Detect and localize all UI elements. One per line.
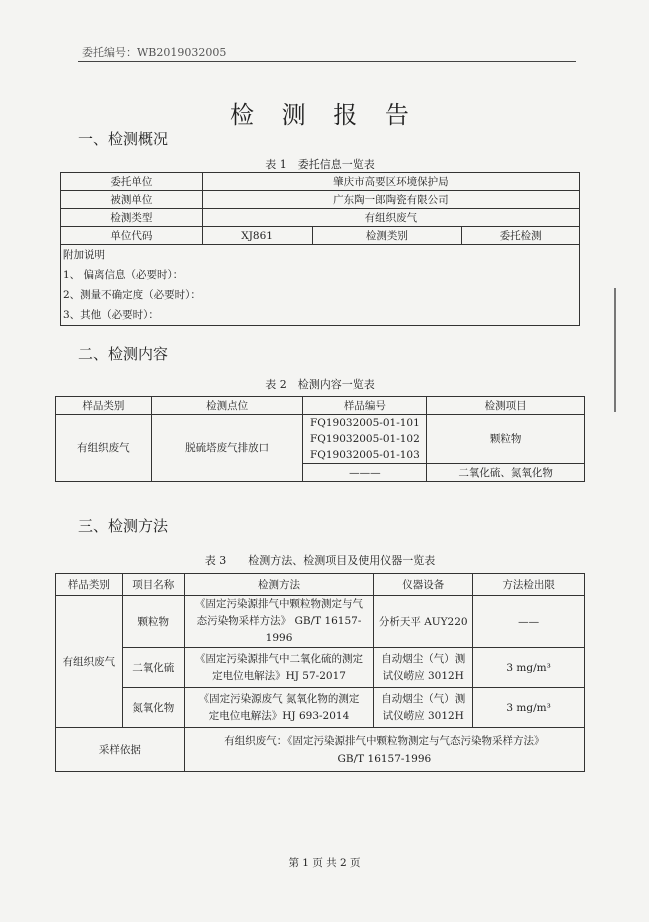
code-value: XJ861 — [202, 227, 312, 245]
header-cell: 检测项目 — [427, 397, 585, 415]
entrust-info-table — [60, 172, 580, 326]
table1-caption: 表 1 委托信息一览表 — [265, 158, 375, 171]
row-label: 委托单位 — [61, 173, 203, 191]
item-name: 二氧化硫 — [122, 648, 184, 688]
method-table — [55, 573, 585, 772]
seal-stamp — [614, 288, 638, 412]
code-label: 单位代码 — [61, 227, 203, 245]
sample-numbers — [303, 415, 427, 464]
device-cell — [374, 596, 473, 648]
sample-number: FQ19032005-01-103 — [309, 449, 420, 461]
type-value: 委托检测 — [462, 227, 580, 245]
test-item: 颗粒物 — [427, 415, 585, 464]
notes-title: 附加说明 — [63, 249, 105, 261]
note-deviation: 1、 偏离信息（必要时）： — [63, 269, 184, 281]
basis-cell — [184, 728, 584, 772]
basis-line: GB/T 16157-1996 — [337, 752, 432, 765]
notes-cell — [61, 245, 580, 326]
header-cell: 样品类别 — [56, 574, 123, 596]
blank-cell: ——— — [303, 464, 427, 482]
method-line: 《固定污染源排气中颗粒物测定与气 — [195, 598, 364, 610]
method-line: 定电位电解法》HJ 693-2014 — [208, 709, 350, 722]
limit-cell: 3 mg/m³ — [473, 688, 585, 728]
method-line: 《固定污染源废气 氮氧化物的测定 — [198, 692, 360, 705]
header-cell: 检测方法 — [184, 574, 374, 596]
sampling-point: 脱硫塔废气排放口 — [151, 415, 303, 482]
sample-number: FQ19032005-01-101 — [309, 417, 420, 429]
row-label: 被测单位 — [61, 191, 203, 209]
method-cell — [184, 648, 374, 688]
section-method-heading: 三、检测方法 — [78, 517, 169, 535]
sample-category: 有组织废气 — [56, 415, 152, 482]
header-divider — [78, 61, 576, 62]
content-table — [55, 396, 585, 482]
limit-cell: —— — [473, 596, 585, 648]
page-title: 检 测 报 告 — [230, 101, 419, 129]
note-other: 3、其他（必要时）： — [63, 309, 159, 321]
method-cell — [184, 688, 374, 728]
device-line: 分析天平 AUY220 — [378, 615, 468, 628]
row-value: 有组织废气 — [202, 209, 579, 227]
header-cell: 样品类别 — [56, 397, 152, 415]
table2-caption: 表 2 检测内容一览表 — [265, 378, 375, 391]
device-cell — [374, 648, 473, 688]
type-label: 检测类别 — [312, 227, 462, 245]
note-uncertainty: 2、测量不确定度（必要时）： — [63, 289, 201, 301]
row-label: 检测类型 — [61, 209, 203, 227]
method-line: 定电位电解法》HJ 57-2017 — [212, 669, 346, 682]
entrust-number: 委托编号：WB2019032005 — [82, 46, 227, 59]
method-line: 态污染物采样方法》 GB/T 16157-1996 — [196, 615, 362, 644]
header-cell: 样品编号 — [303, 397, 427, 415]
test-item: 二氧化硫、氮氧化物 — [427, 464, 585, 482]
basis-label: 采样依据 — [56, 728, 185, 772]
section-overview-heading: 一、检测概况 — [78, 130, 169, 148]
device-line: 试仪崂应 3012H — [382, 709, 464, 722]
device-cell — [374, 688, 473, 728]
item-name: 颗粒物 — [122, 596, 184, 648]
row-value: 肇庆市高要区环境保护局 — [202, 173, 579, 191]
device-line: 试仪崂应 3012H — [382, 669, 464, 682]
basis-line: 有组织废气：《固定污染源排气中颗粒物测定与气态污染物采样方法》 — [224, 734, 545, 747]
method-line: 《固定污染源排气中二氧化硫的测定 — [195, 652, 364, 665]
header-cell: 检测点位 — [151, 397, 303, 415]
method-cell — [184, 596, 374, 648]
page-number: 第 1 页 共 2 页 — [288, 857, 361, 869]
device-line: 自动烟尘（气）测 — [381, 652, 466, 665]
limit-cell: 3 mg/m³ — [473, 648, 585, 688]
sample-category: 有组织废气 — [56, 596, 123, 728]
section-content-heading: 二、检测内容 — [78, 345, 169, 363]
header-cell: 项目名称 — [122, 574, 184, 596]
device-line: 自动烟尘（气）测 — [381, 692, 466, 705]
header-cell: 方法检出限 — [473, 574, 585, 596]
header-cell: 仪器设备 — [374, 574, 473, 596]
row-value: 广东陶一郎陶瓷有限公司 — [202, 191, 579, 209]
sample-number: FQ19032005-01-102 — [309, 433, 420, 445]
table3-caption: 表 3 检测方法、检测项目及使用仪器一览表 — [204, 554, 436, 567]
item-name: 氮氧化物 — [122, 688, 184, 728]
